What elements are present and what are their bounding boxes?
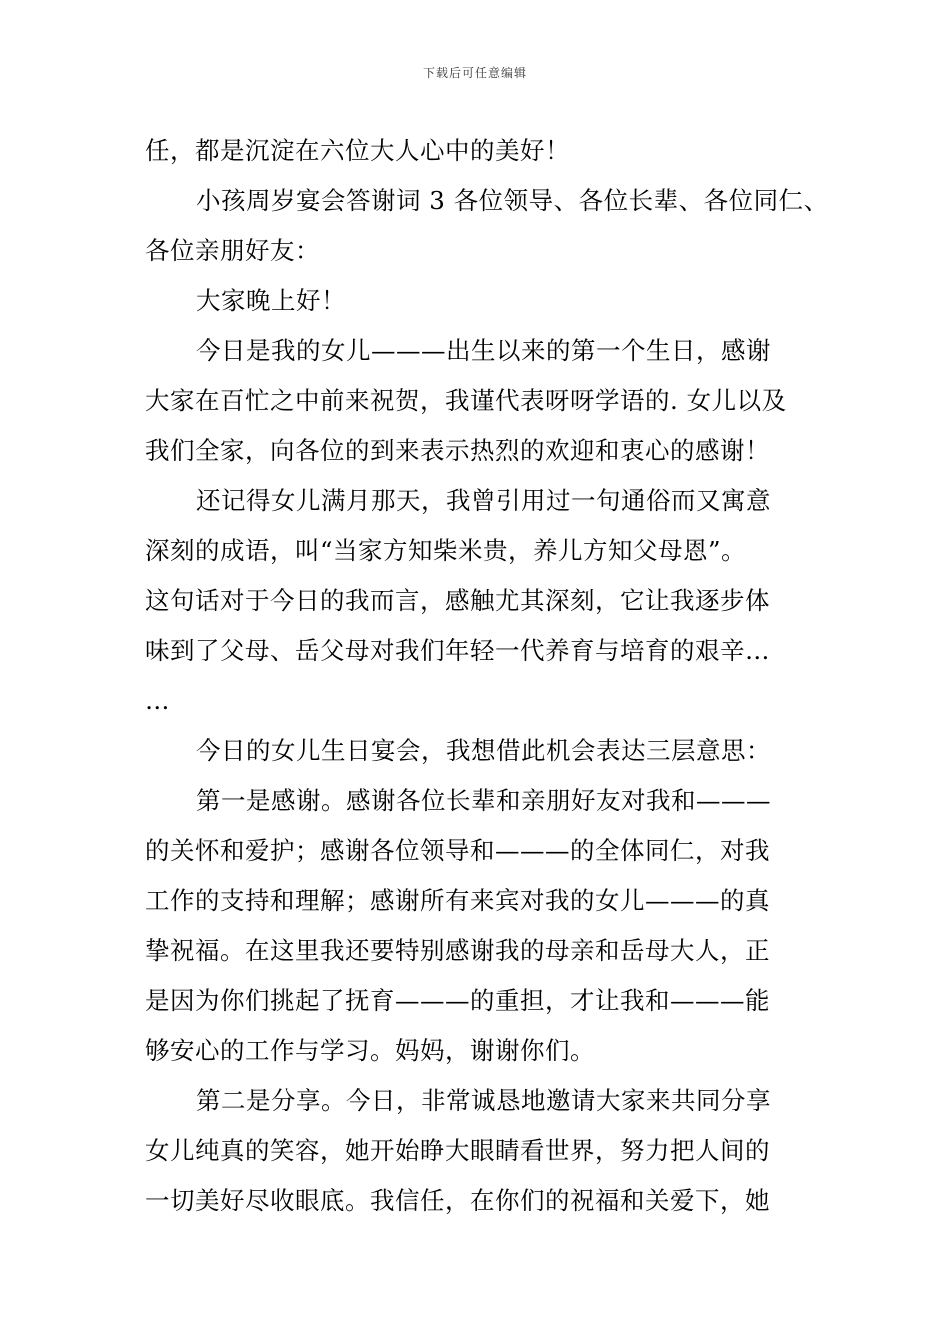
text-line: … — [145, 686, 170, 715]
text-line: 这句话对于今日的我而言，感触尤其深刻，它让我逐步体 — [145, 586, 770, 615]
text-line: 女儿纯真的笑容，她开始睁大眼睛看世界，努力把人间的 — [145, 1136, 770, 1165]
document-body — [145, 126, 829, 1226]
text-line: 任，都是沉淀在六位大人心中的美好！ — [145, 136, 570, 165]
text-line: 今日的女儿生日宴会，我想借此机会表达三层意思： — [196, 736, 771, 765]
text-line: 深刻的成语，叫“当家方知柴米贵，养儿方知父母恩”。 — [145, 536, 747, 565]
text-line: 味到了父母、岳父母对我们年轻一代养育与培育的艰辛… — [145, 636, 770, 665]
text-line: 是因为你们挑起了抚育———的重担，才让我和———能 — [145, 986, 770, 1015]
text-line: 工作的支持和理解；感谢所有来宾对我的女儿———的真 — [145, 886, 770, 915]
text-line: 我们全家，向各位的到来表示热烈的欢迎和衷心的感谢！ — [145, 436, 770, 465]
text-line: 第二是分享。今日，非常诚恳地邀请大家来共同分享 — [196, 1086, 771, 1115]
text-line: 大家晚上好！ — [196, 286, 346, 315]
page-header: 下载后可任意编辑 — [422, 66, 527, 80]
text-line: 还记得女儿满月那天，我曾引用过一句通俗而又寓意 — [196, 486, 771, 515]
text-line: 小孩周岁宴会答谢词 3 各位领导、各位长辈、各位同仁、 — [196, 186, 829, 215]
text-line: 第一是感谢。感谢各位长辈和亲朋好友对我和——— — [196, 786, 771, 815]
text-line: 的关怀和爱护；感谢各位领导和———的全体同仁，对我 — [145, 836, 770, 865]
text-line: 挚祝福。在这里我还要特别感谢我的母亲和岳母大人，正 — [145, 936, 770, 965]
text-line: 今日是我的女儿———出生以来的第一个生日，感谢 — [196, 336, 771, 365]
text-line: 各位亲朋好友： — [145, 236, 320, 265]
text-line: 够安心的工作与学习。妈妈，谢谢你们。 — [145, 1036, 595, 1065]
text-line: 大家在百忙之中前来祝贺，我谨代表呀呀学语的. 女儿以及 — [145, 386, 787, 415]
text-line: 一切美好尽收眼底。我信任，在你们的祝福和关爱下，她 — [145, 1186, 770, 1215]
